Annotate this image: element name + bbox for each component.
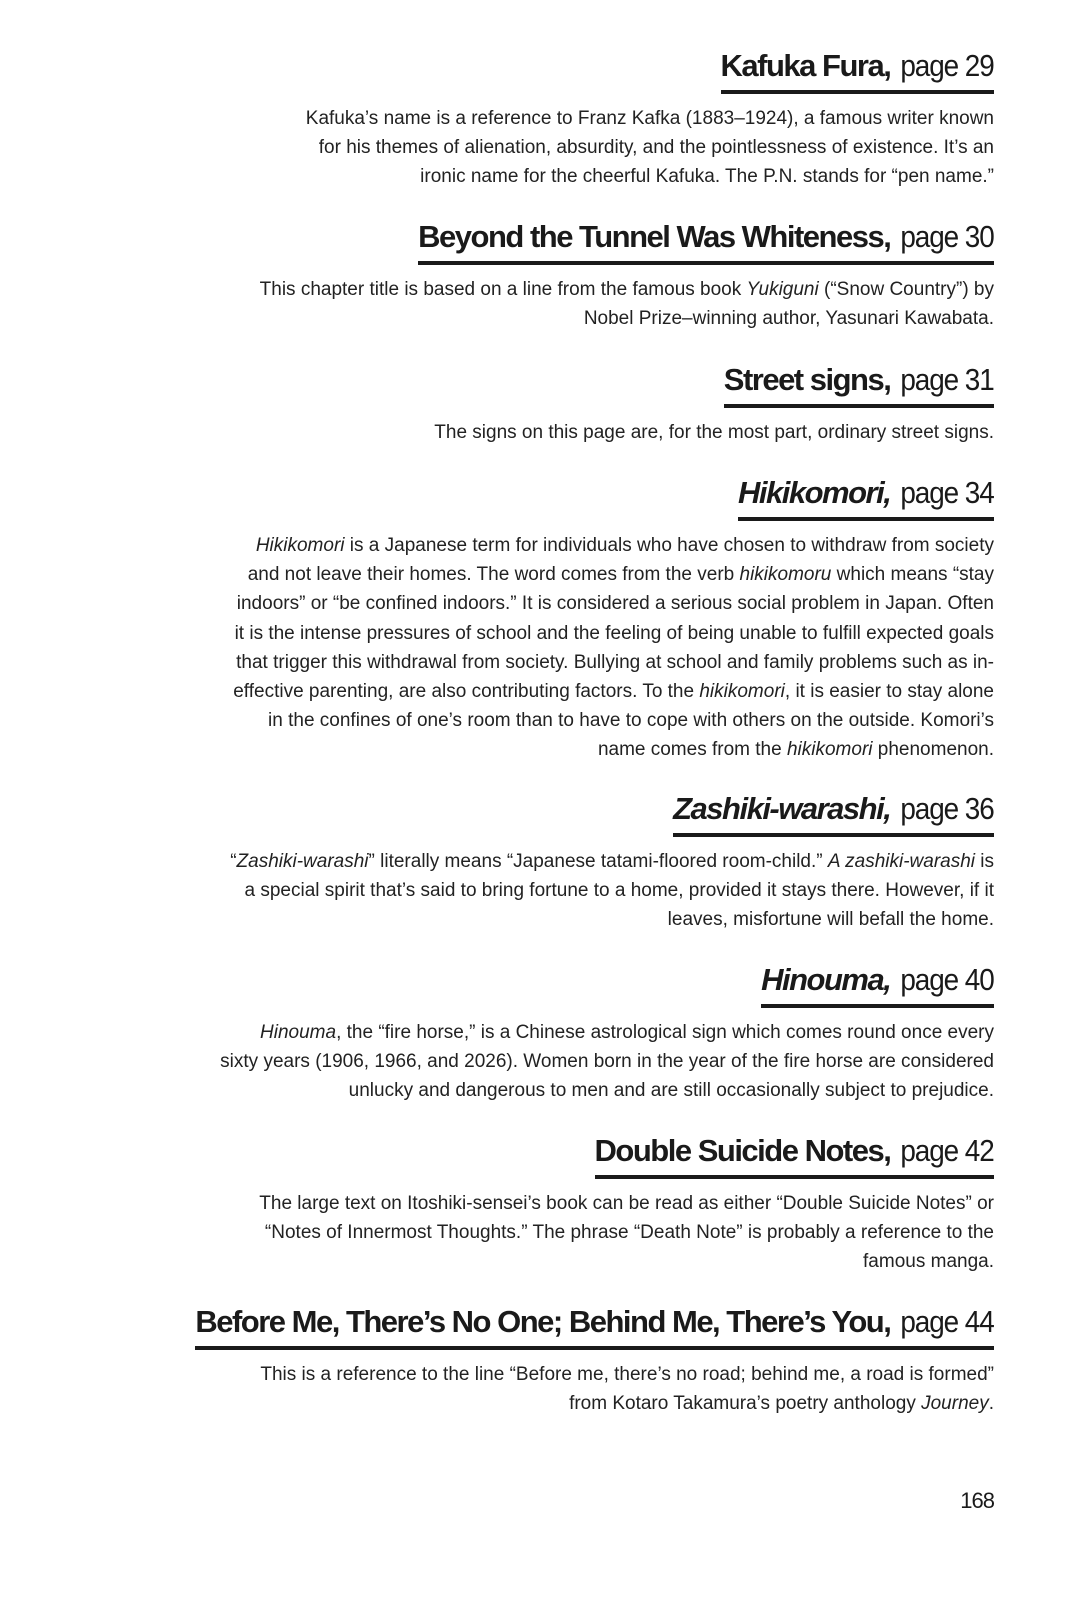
entry-heading (738, 473, 994, 521)
entry-term: Zashiki-warashi, (673, 791, 891, 826)
entry-term: Hinouma, (761, 962, 891, 997)
entry-page-ref: page 42 (900, 1133, 994, 1168)
entry-term: Street signs, (723, 362, 891, 397)
entry-term: Hikikomori, (738, 475, 891, 510)
entry-heading (195, 1302, 994, 1350)
entry-page-ref: page 34 (900, 475, 994, 510)
entry-page-ref: page 36 (900, 791, 994, 826)
entry-heading (418, 217, 994, 265)
entry-heading (673, 789, 994, 837)
entry-body: The signs on this page are, for the most part, ordinary street signs. (434, 422, 994, 443)
glossary-entry-kafuka-fura (306, 46, 994, 192)
entry-body: Hinouma, the “fire horse,” is a Chinese astrological sign which comes round once every sixty years (1906, 1966, and 2026). Women born in the year of the fire horse are considered unlucky and dangerous to men and are still occasionally subject to prejudice. (220, 1022, 994, 1102)
entry-body: This is a reference to the line “Before me, there’s no road; behind me, a road is formed” from Kotaro Takamura’s poetry anthology Journey. (260, 1364, 994, 1415)
entry-page-ref: page 31 (900, 362, 994, 397)
entry-heading (761, 960, 994, 1008)
entry-page-ref: page 29 (900, 48, 994, 83)
glossary-entry-street-signs (434, 360, 994, 447)
entry-term: Before Me, There’s No One; Behind Me, There’s You, (195, 1304, 891, 1339)
entry-body: “Zashiki-warashi” literally means “Japanese tatami-floored room-child.” A zashiki-warashi is a special spirit that’s said to bring fortune to a home, provided it stays there. However, if it leaves, misfortune will befall the home. (230, 851, 994, 931)
entry-body: This chapter title is based on a line from the famous book Yukiguni (“Snow Country”) by Nobel Prize–winning author, Yasunari Kawabata. (259, 279, 994, 330)
entry-body: Hikikomori is a Japanese term for individuals who have chosen to withdraw from society and not leave their homes. The word comes from the verb hikikomoru which means “stay indoors” or “be confined indoors.” It is considered a serious social problem in Japan. Often it is the intense pressures of school and the feeling of being unable to fulfill expected goals that trigger this withdrawal from society. Bullying at school and family problems such as in- effective parenting, are also contributing factors. To the hikikomori, it is easier to stay alone in the confines of one’s room than to have to cope with others on the outside. Komori’s name comes from the hikikomori phenomenon. (233, 535, 994, 761)
entry-term: Beyond the Tunnel Was Whiteness, (418, 219, 891, 254)
entry-page-ref: page 30 (900, 219, 994, 254)
page-number: 168 (960, 1488, 994, 1513)
glossary-entry-zashiki-warashi (230, 789, 994, 935)
entry-page-ref: page 44 (900, 1304, 994, 1339)
entry-body: Kafuka’s name is a reference to Franz Kafka (1883–1924), a famous writer known for his themes of alienation, absurdity, and the pointlessness of existence. It’s an ironic name for the cheerful Kafuka. The P.N. stands for “pen name.” (305, 108, 994, 188)
entry-term: Kafuka Fura, (720, 48, 891, 83)
entry-heading (724, 360, 994, 408)
entry-term: Double Suicide Notes, (594, 1133, 891, 1168)
entry-heading (595, 1131, 994, 1179)
glossary-entry-before-me (195, 1302, 994, 1418)
glossary-entry-hinouma (220, 960, 994, 1106)
glossary-entry-beyond-the-tunnel (260, 217, 994, 333)
entry-body: The large text on Itoshiki-sensei’s book can be read as either “Double Suicide Notes” or “Notes of Innermost Thoughts.” The phrase “Death Note” is probably a reference to the famous manga. (259, 1193, 994, 1273)
entry-page-ref: page 40 (900, 962, 994, 997)
glossary-entry-hikikomori (233, 473, 994, 765)
glossary-entry-double-suicide-notes (259, 1131, 994, 1277)
entry-heading (721, 46, 994, 94)
